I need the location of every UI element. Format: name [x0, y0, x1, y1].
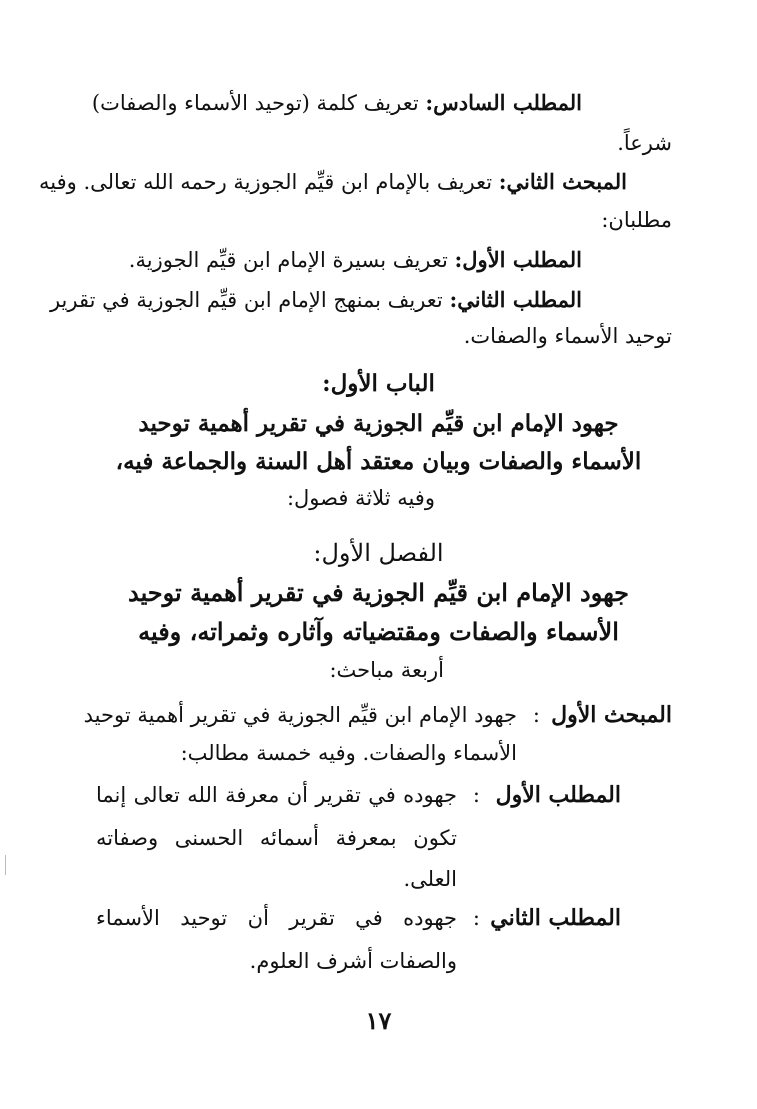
- matlab2-line-2: والصفات أشرف العلوم.: [249, 949, 457, 973]
- section-text: تعريف كلمة (توحيد الأسماء والصفات): [91, 91, 426, 115]
- section-label: المطلب السادس:: [425, 90, 582, 115]
- section-line: [39, 167, 627, 197]
- bab-title: الباب الأول:: [322, 370, 435, 397]
- matlab2-line-1: جهوده في تقرير أن توحيد الأسماء: [96, 906, 457, 930]
- continuation-line: [601, 205, 672, 235]
- matlab2-colon: :: [472, 906, 480, 930]
- matlab2-label: المطلب الثاني: [490, 905, 621, 931]
- section-line: [50, 285, 582, 315]
- matlab1-line-1: جهوده في تقرير أن معرفة الله تعالى إنما: [96, 783, 457, 807]
- bab-subline: وفيه ثلاثة فصول:: [286, 486, 435, 510]
- matlab1-line-3: العلى.: [403, 867, 457, 891]
- mabhath-line-2: الأسماء والصفات. وفيه خمسة مطالب:: [180, 741, 517, 765]
- fasl-heading-line-2: الأسماء والصفات ومقتضياته وآثاره وثمراته، وفيه: [138, 617, 619, 646]
- mabhath-line-1: جهود الإمام ابن قيِّم الجوزية في تقرير أهمية توحيد: [83, 703, 517, 727]
- section-label: المبحث الثاني:: [498, 169, 627, 194]
- section-text: تعريف بالإمام ابن قيِّم الجوزية رحمه الله تعالى. وفيه: [39, 170, 499, 194]
- bab-heading-line-1: جهود الإمام ابن قيِّم الجوزية في تقرير أهمية توحيد: [138, 410, 619, 437]
- matlab1-colon: :: [472, 783, 480, 807]
- continuation-line: [464, 321, 672, 351]
- section-label: المطلب الأول:: [454, 247, 582, 272]
- line-text: توحيد الأسماء والصفات.: [463, 324, 672, 348]
- continuation-line: [617, 128, 672, 158]
- matlab1-label: المطلب الأول: [495, 782, 621, 808]
- section-text: تعريف بمنهج الإمام ابن قيِّم الجوزية في تقرير: [49, 288, 450, 312]
- section-line: [92, 88, 582, 118]
- fasl-title: الفصل الأول:: [313, 539, 444, 567]
- fasl-subline: أربعة مباحث:: [329, 658, 444, 682]
- section-label: المطلب الثاني:: [449, 287, 582, 312]
- mabhath-label: المبحث الأول: [551, 702, 672, 728]
- margin-mark: [5, 855, 6, 875]
- bab-heading-line-2: الأسماء والصفات وبيان معتقد أهل السنة والجماعة فيه،: [115, 448, 642, 475]
- section-line: [129, 245, 582, 275]
- mabhath-colon: :: [532, 703, 540, 727]
- line-text: مطلبان:: [601, 208, 672, 232]
- section-text: تعريف بسيرة الإمام ابن قيِّم الجوزية.: [128, 248, 455, 272]
- page-number: ١٧: [365, 1006, 392, 1035]
- matlab1-line-2: تكون بمعرفة أسمائه الحسنى وصفاته: [96, 826, 457, 850]
- line-text: شرعاً.: [617, 131, 672, 155]
- fasl-heading-line-1: جهود الإمام ابن قيِّم الجوزية في تقرير أهمية توحيد: [127, 578, 630, 607]
